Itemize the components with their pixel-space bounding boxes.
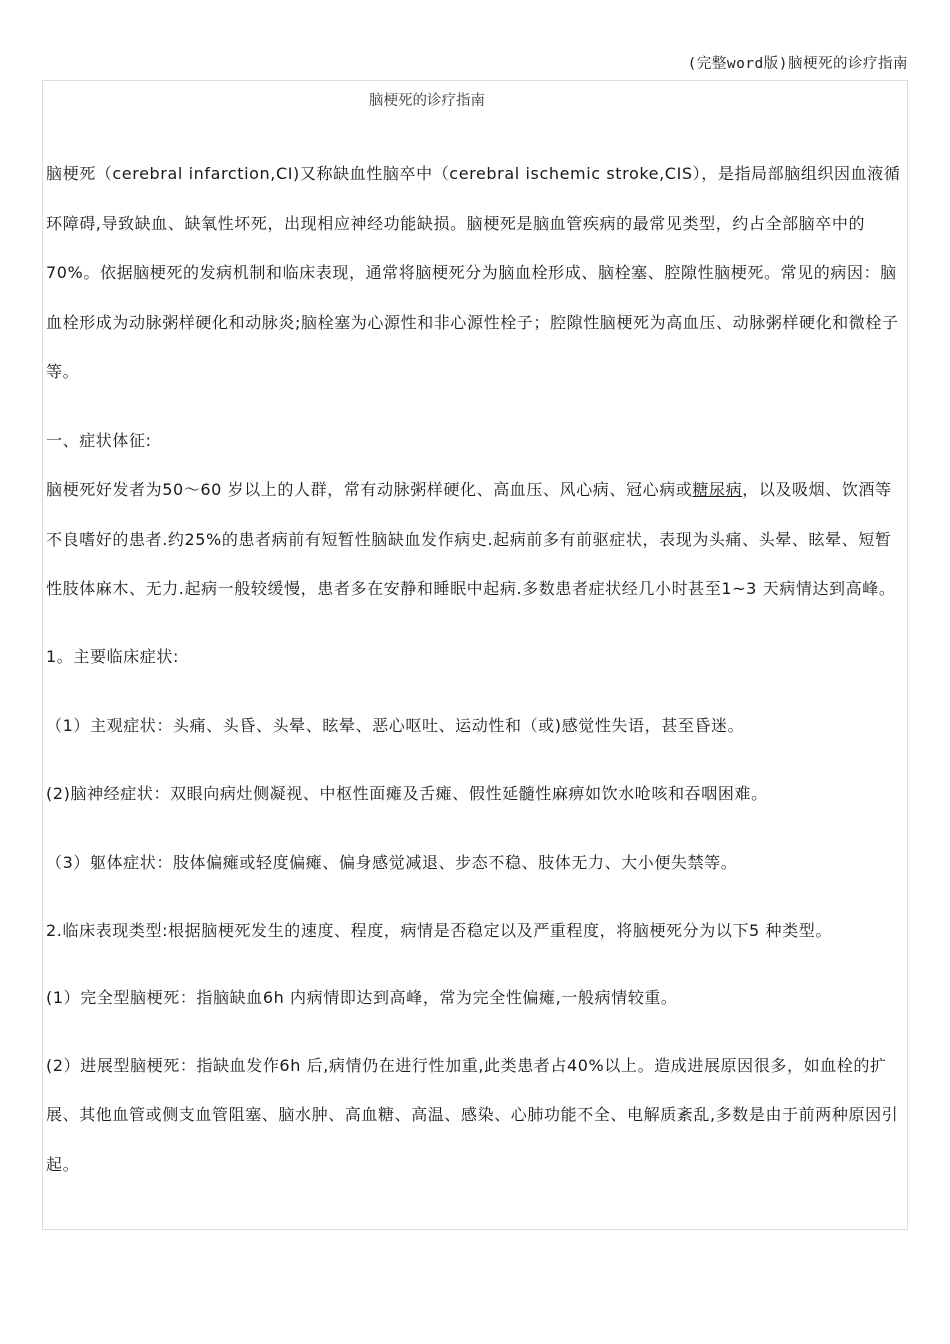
subsection-heading-main-symptoms: 1。主要临床症状: (46, 646, 179, 666)
subsection-heading-clinical-types: 2.临床表现类型:根据脑梗死发生的速度、程度，病情是否稳定以及严重程度，将脑梗死分为以下5 种类型。 (46, 920, 832, 940)
list-item-body-symptoms: （3）躯体症状：肢体偏瘫或轻度偏瘫、偏身感觉减退、步态不稳、肢体无力、大小便失禁等。 (46, 853, 738, 872)
section-heading-symptoms: 一、症状体征: (46, 430, 152, 450)
document-body (46, 149, 908, 1189)
underlined-term: 糖尿病 (692, 480, 743, 499)
symptoms-text-a: 脑梗死好发者为50～60 岁以上的人群，常有动脉粥样硬化、高血压、风心病、冠心病或 (46, 480, 693, 499)
symptoms-text-b: ，以及吸烟、饮酒等不良嗜好的患者.约25%的患者病前有短暂性脑缺血发作病史.起病前多有前驱症状，表现为头痛、头晕、眩晕、短暂性肢体麻木、无力.起病一般较缓慢，患者多在安静和睡眠中起病.多数患者症状经几小时甚至1~3 天病情达到高峰。 (46, 480, 896, 598)
list-item-progressive-type: (2）进展型脑梗死：指缺血发作6h 后,病情仍在进行性加重,此类患者占40%以上。造成进展原因很多，如血栓的扩展、其他血管或侧支血管阻塞、脑水肿、高血糖、高温、感染、心肺功能不全、电解质紊乱,多数是由于前两种原因引起。 (46, 1055, 899, 1174)
list-item-cranial-nerve-symptoms: (2)脑神经症状：双眼向病灶侧凝视、中枢性面瘫及舌瘫、假性延髓性麻痹如饮水呛咳和吞咽困难。 (46, 783, 768, 803)
list-item-subjective-symptoms: （1）主观症状：头痛、头昏、头晕、眩晕、恶心呕吐、运动性和（或)感觉性失语，甚至昏迷。 (46, 716, 745, 735)
list-item-complete-type: (1）完全型脑梗死：指脑缺血6h 内病情即达到高峰，常为完全性偏瘫,一般病情较重。 (46, 988, 678, 1007)
intro-paragraph: 脑梗死（cerebral infarction,CI)又称缺血性脑卒中（cerebral ischemic stroke,CIS），是指局部脑组织因血液循环障碍,导致缺血、缺氧性坏死，出现相应神经功能缺损。脑梗死是脑血管疾病的最常见类型，约占全部脑卒中的70%。依据脑梗死的发病机制和临床表现，通常将脑梗死分为脑血栓形成、脑栓塞、腔隙性脑梗死。常见的病因：脑血栓形成为动脉粥样硬化和动脉炎;脑栓塞为心源性和非心源性栓子；腔隙性脑梗死为高血压、动脉粥样硬化和微栓子等。 (46, 164, 901, 381)
document-title: 脑梗死的诊疗指南 (369, 93, 485, 109)
running-header: (完整word版)脑梗死的诊疗指南 (687, 56, 908, 72)
symptoms-paragraph (46, 465, 908, 614)
